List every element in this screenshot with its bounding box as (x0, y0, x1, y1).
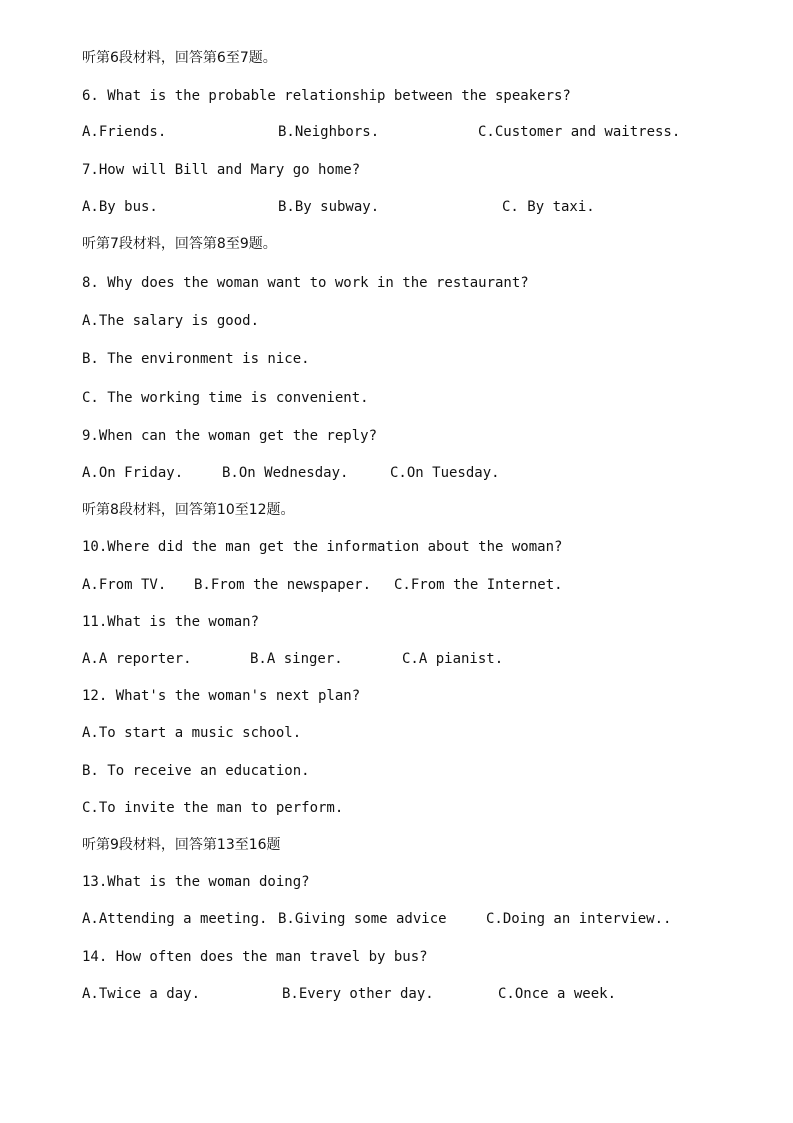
section-heading-8: 听第8段材料，回答第10至12题。 (82, 502, 295, 518)
section-heading-9: 听第9段材料，回答第13至16题 (82, 837, 281, 853)
option-10-b: B.From the newspaper. (194, 577, 372, 593)
option-12-a: A.To start a music school. (82, 725, 302, 741)
options-7 (82, 197, 762, 217)
options-13 (82, 909, 762, 929)
options-11 (82, 649, 762, 669)
section-heading-6: 听第6段材料，回答第6至7题。 (82, 50, 277, 66)
option-12-c: C.To invite the man to perform. (82, 800, 344, 816)
option-8-a: A.The salary is good. (82, 313, 260, 329)
option-14-c: C.Once a week. (498, 986, 617, 1002)
option-12-b: B. To receive an education. (82, 763, 310, 779)
option-8-b: B. The environment is nice. (82, 351, 310, 367)
option-7-a: A.By bus. (82, 199, 158, 215)
question-9: 9.When can the woman get the reply? (82, 428, 378, 444)
question-6: 6. What is the probable relationship between the speakers? (82, 88, 571, 104)
options-6 (82, 122, 762, 142)
option-11-a: A.A reporter. (82, 651, 192, 667)
option-7-b: B.By subway. (278, 199, 380, 215)
option-13-a: A.Attending a meeting. (82, 911, 268, 927)
option-10-a: A.From TV. (82, 577, 167, 593)
option-13-b: B.Giving some advice (278, 911, 447, 927)
question-11: 11.What is the woman? (82, 614, 260, 630)
option-9-b: B.On Wednesday. (222, 465, 349, 481)
question-7: 7.How will Bill and Mary go home? (82, 162, 361, 178)
option-8-c: C. The working time is convenient. (82, 390, 369, 406)
option-6-c: C.Customer and waitress. (478, 124, 681, 140)
question-13: 13.What is the woman doing? (82, 874, 310, 890)
option-6-b: B.Neighbors. (278, 124, 380, 140)
question-12: 12. What's the woman's next plan? (82, 688, 361, 704)
option-10-c: C.From the Internet. (394, 577, 563, 593)
option-9-c: C.On Tuesday. (390, 465, 500, 481)
question-14: 14. How often does the man travel by bus? (82, 949, 428, 965)
option-11-b: B.A singer. (250, 651, 343, 667)
question-8: 8. Why does the woman want to work in the restaurant? (82, 275, 529, 291)
option-13-c: C.Doing an interview.. (486, 911, 672, 927)
options-10 (82, 575, 762, 595)
options-14 (82, 984, 762, 1004)
section-heading-7: 听第7段材料，回答第8至9题。 (82, 236, 277, 252)
option-7-c: C. By taxi. (502, 199, 595, 215)
option-9-a: A.On Friday. (82, 465, 184, 481)
option-14-b: B.Every other day. (282, 986, 434, 1002)
option-11-c: C.A pianist. (402, 651, 504, 667)
question-10: 10.Where did the man get the information about the woman? (82, 539, 563, 555)
option-14-a: A.Twice a day. (82, 986, 201, 1002)
option-6-a: A.Friends. (82, 124, 167, 140)
options-9 (82, 463, 762, 483)
